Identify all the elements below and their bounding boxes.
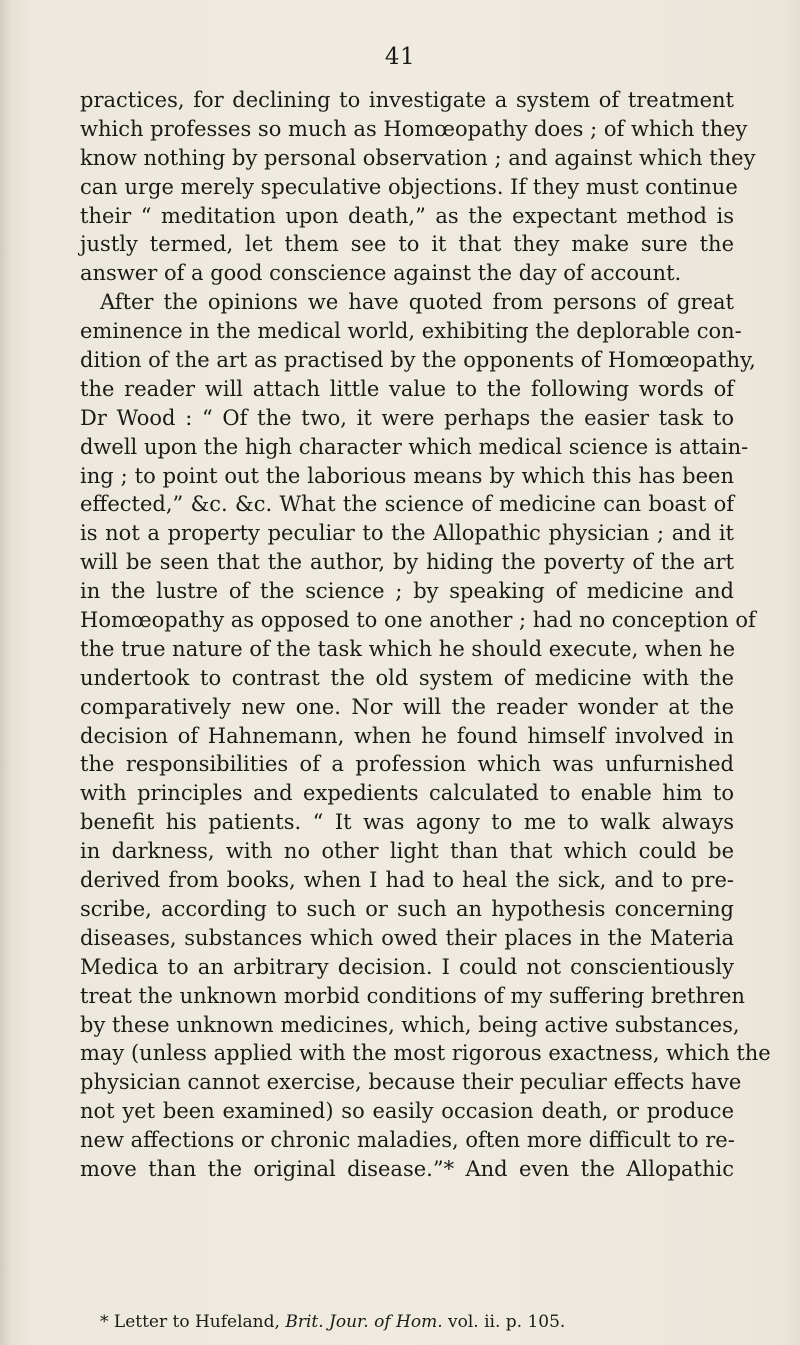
footnote-text-after: vol. ii. p. 105. (442, 1312, 566, 1332)
text-line: treat the unknown morbid conditions of my suffering brethren (80, 983, 745, 1008)
text-line: Medica to an arbitrary decision. I could not conscientiously (80, 954, 734, 979)
text-line: benefit his patients. “ It was agony to me to walk always (80, 810, 734, 835)
text-line: their “ meditation upon death,” as the expectant method is (80, 203, 734, 228)
text-line: scribe, according to such or such an hypothesis concerning (80, 896, 734, 921)
text-line: know nothing by personal observation ; and against which they (80, 145, 756, 170)
text-line: move than the original disease.”* And even the Allopathic (80, 1156, 734, 1181)
text-line: physician cannot exercise, because their peculiar effects have (80, 1070, 742, 1095)
text-line: which professes so much as Homœopathy does ; of which they (80, 116, 748, 141)
text-line: ing ; to point out the laborious means by which this has been (80, 463, 734, 488)
text-line: by these unknown medicines, which, being active substances, (80, 1012, 740, 1037)
text-line: will be seen that the author, by hiding the poverty of the art (80, 550, 734, 575)
body-text (80, 86, 771, 1184)
footnote (100, 1312, 720, 1332)
text-line: is not a property peculiar to the Allopathic physician ; and it (80, 521, 734, 546)
text-line: not yet been examined) so easily occasion death, or produce (80, 1099, 734, 1124)
footnote-journal-title: Brit. Jour. of Hom. (285, 1312, 443, 1332)
text-line: justly termed, let them see to it that they make sure the (80, 232, 734, 257)
text-line: derived from books, when I had to heal the sick, and to pre- (80, 868, 734, 893)
text-line: Dr Wood : “ Of the two, it were perhaps the easier task to (80, 405, 734, 430)
text-line: may (unless applied with the most rigorous exactness, which the (80, 1041, 771, 1066)
text-line: practices, for declining to investigate a system of treatment (80, 88, 734, 112)
text-line: can urge merely speculative objections. If they must continue (80, 174, 738, 199)
text-line: dwell upon the high character which medical science is attain- (80, 434, 749, 459)
text-line: effected,” &c. &c. What the science of medicine can boast of (80, 492, 734, 517)
text-line: After the opinions we have quoted from persons of great (100, 290, 734, 315)
footnote-marker: * (100, 1312, 109, 1332)
text-line: eminence in the medical world, exhibiting the deplorable con- (80, 319, 742, 344)
text-line: answer of a good conscience against the day of account. (80, 261, 682, 286)
text-line: new affections or chronic maladies, often more difficult to re- (80, 1128, 735, 1153)
text-line: in the lustre of the science ; by speaking of medicine and (80, 579, 734, 604)
text-line: the responsibilities of a profession which was unfurnished (80, 752, 734, 777)
page-edge-shadow (0, 0, 12, 1345)
text-line: the reader will attach little value to the following words of (80, 376, 734, 401)
text-line: diseases, substances which owed their places in the Materia (80, 925, 734, 950)
text-line: in darkness, with no other light than that which could be (80, 839, 734, 864)
text-line: Homœopathy as opposed to one another ; had no conception of (80, 608, 756, 633)
page-number: 41 (384, 44, 416, 70)
text-line: undertook to contrast the old system of medicine with the (80, 665, 734, 690)
text-line: decision of Hahnemann, when he found himself involved in (80, 723, 734, 748)
text-line: the true nature of the task which he should execute, when he (80, 636, 736, 661)
text-line: comparatively new one. Nor will the reader wonder at the (80, 694, 734, 719)
text-line: with principles and expedients calculated to enable him to (80, 781, 734, 806)
text-line: dition of the art as practised by the opponents of Homœopathy, (80, 348, 756, 373)
footnote-text-before: Letter to Hufeland, (108, 1312, 286, 1332)
